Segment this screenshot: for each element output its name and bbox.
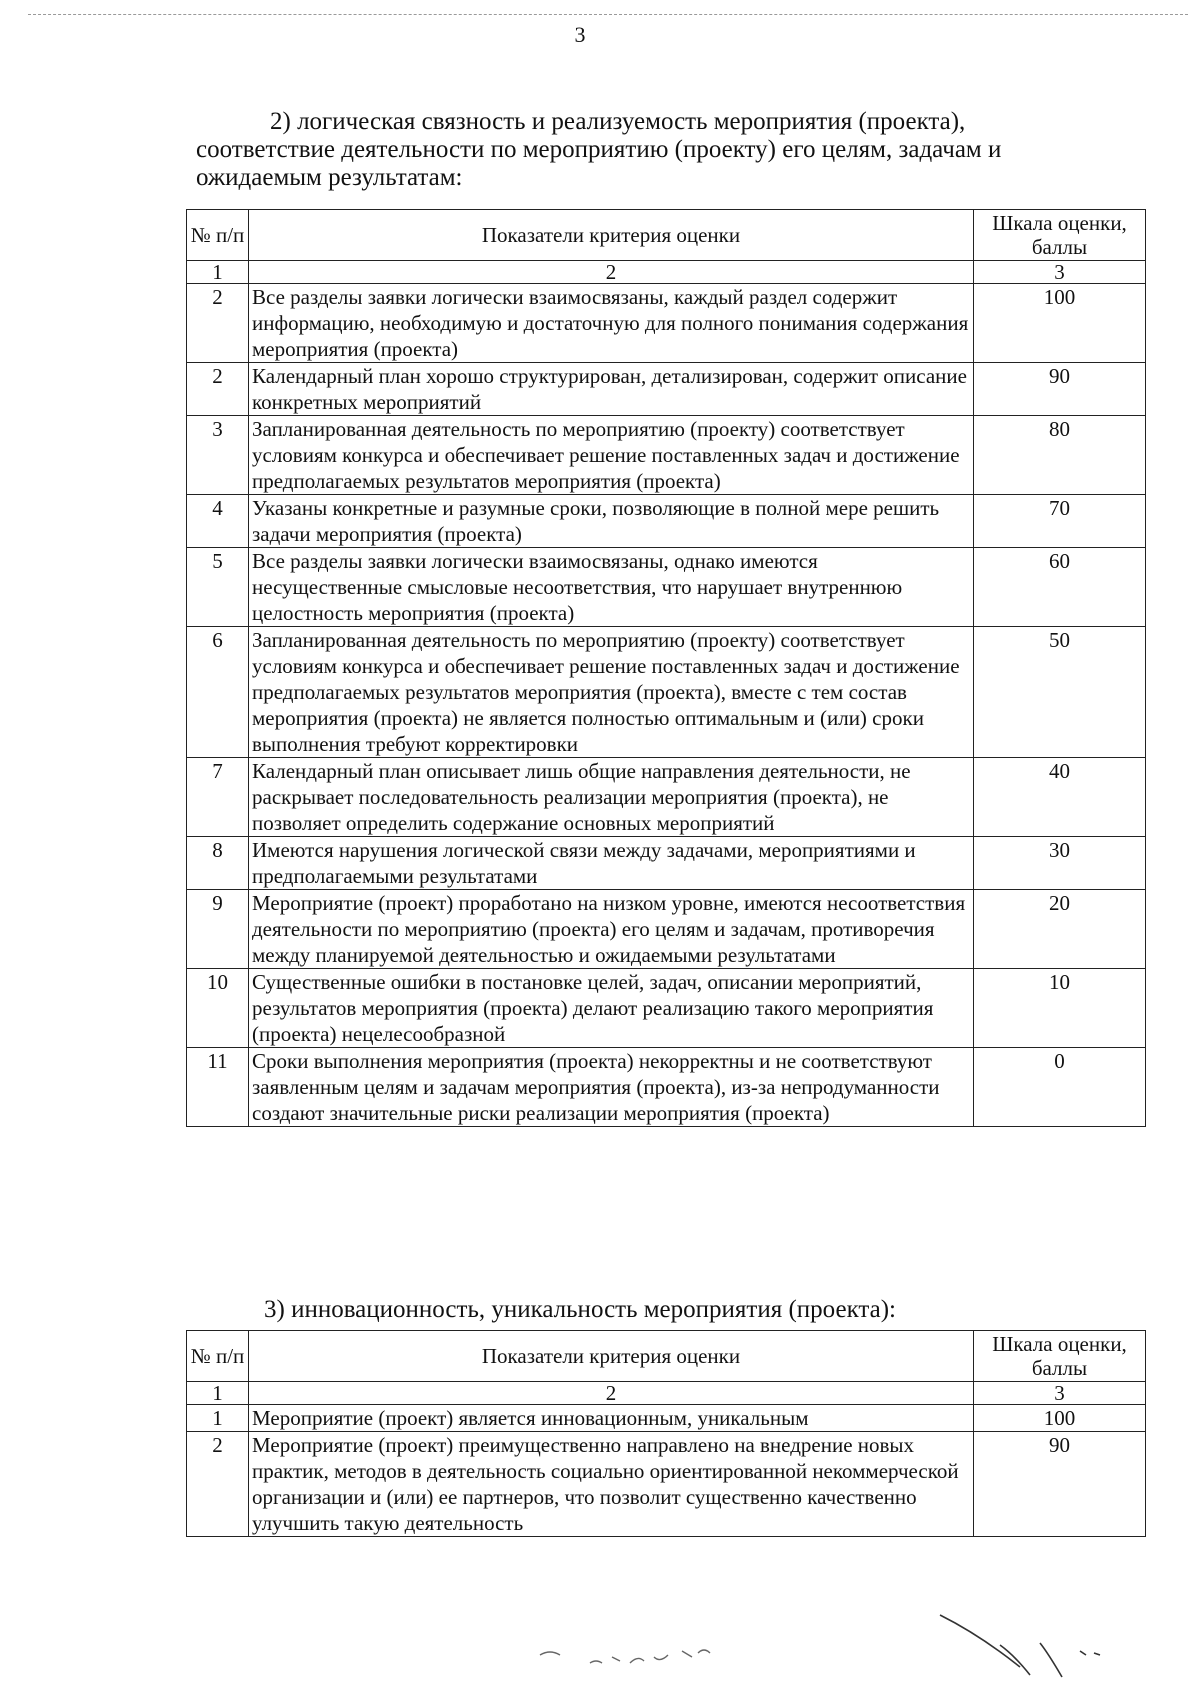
index-cell: 3 — [974, 1382, 1146, 1405]
row-number: 7 — [187, 758, 249, 837]
table-row — [187, 1048, 1146, 1127]
header-scale: Шкала оценки, баллы — [974, 210, 1146, 261]
table-row — [187, 837, 1146, 890]
row-number: 11 — [187, 1048, 249, 1127]
criterion-3-heading: 3) инновационность, уникальность мероприятия (проекта): — [264, 1296, 896, 1323]
table-row — [187, 363, 1146, 416]
table-row — [187, 416, 1146, 495]
row-number: 4 — [187, 495, 249, 548]
criterion-text: Запланированная деятельность по мероприятию (проекту) соответствует условиям конкурса и обеспечивает решение поставленных задач и достижение предполагаемых результатов мероприятия (проекта), вместе с тем состав мероприятия (проекта) не является полностью оптимальным и (или) сроки выполнения требуют корректировки — [249, 627, 974, 758]
row-number: 8 — [187, 837, 249, 890]
table-header-row — [187, 1331, 1146, 1382]
row-number: 6 — [187, 627, 249, 758]
row-number: 2 — [187, 284, 249, 363]
criterion-text: Все разделы заявки логически взаимосвязаны, каждый раздел содержит информацию, необходимую и достаточную для полного понимания содержания мероприятия (проекта) — [249, 284, 974, 363]
intro-line-3: ожидаемым результатам: — [196, 164, 463, 191]
row-number: 2 — [187, 363, 249, 416]
score-value: 10 — [974, 969, 1146, 1048]
table-row — [187, 495, 1146, 548]
column-index-row — [187, 261, 1146, 284]
score-value: 90 — [974, 1432, 1146, 1537]
signature-scribble — [520, 1605, 1140, 1685]
index-cell: 3 — [974, 261, 1146, 284]
table-body — [187, 284, 1146, 1127]
index-cell: 2 — [249, 1382, 974, 1405]
header-num: № п/п — [187, 1331, 249, 1382]
table-row — [187, 627, 1146, 758]
table-row — [187, 1432, 1146, 1537]
criterion-text: Мероприятие (проект) является инновационным, уникальным — [249, 1405, 974, 1432]
score-value: 90 — [974, 363, 1146, 416]
intro-line-1: 2) логическая связность и реализуемость мероприятия (проекта), — [270, 108, 966, 135]
index-cell: 1 — [187, 261, 249, 284]
criterion-text: Имеются нарушения логической связи между задачами, мероприятиями и предполагаемыми результатами — [249, 837, 974, 890]
score-value: 100 — [974, 284, 1146, 363]
header-num: № п/п — [187, 210, 249, 261]
score-value: 100 — [974, 1405, 1146, 1432]
score-value: 50 — [974, 627, 1146, 758]
table-row — [187, 548, 1146, 627]
column-index-row — [187, 1382, 1146, 1405]
criterion-text: Календарный план хорошо структурирован, детализирован, содержит описание конкретных мероприятий — [249, 363, 974, 416]
criteria-table-innovation — [186, 1330, 1146, 1537]
table-header-row — [187, 210, 1146, 261]
score-value: 80 — [974, 416, 1146, 495]
criterion-2-intro — [196, 108, 1146, 192]
table-row — [187, 890, 1146, 969]
index-cell: 2 — [249, 261, 974, 284]
row-number: 5 — [187, 548, 249, 627]
row-number: 3 — [187, 416, 249, 495]
criterion-text: Мероприятие (проект) преимущественно направлено на внедрение новых практик, методов в деятельность социально ориентированной некоммерческой организации и (или) ее партнеров, что позволит существенно качественно улучшить такую деятельность — [249, 1432, 974, 1537]
table-body — [187, 1405, 1146, 1537]
intro-line-2: соответствие деятельности по мероприятию (проекту) его целям, задачам и — [196, 136, 1002, 163]
header-scale: Шкала оценки, баллы — [974, 1331, 1146, 1382]
criterion-text: Все разделы заявки логически взаимосвязаны, однако имеются несущественные смысловые несоответствия, что нарушает внутреннюю целостность мероприятия (проекта) — [249, 548, 974, 627]
row-number: 9 — [187, 890, 249, 969]
criterion-text: Календарный план описывает лишь общие направления деятельности, не раскрывает последовательность реализации мероприятия (проекта), не позволяет определить содержание основных мероприятий — [249, 758, 974, 837]
table-row — [187, 284, 1146, 363]
score-value: 20 — [974, 890, 1146, 969]
criteria-table-logic — [186, 209, 1146, 1127]
header-criteria: Показатели критерия оценки — [249, 1331, 974, 1382]
score-value: 30 — [974, 837, 1146, 890]
page-number: 3 — [574, 22, 586, 47]
criterion-text: Указаны конкретные и разумные сроки, позволяющие в полной мере решить задачи мероприятия (проекта) — [249, 495, 974, 548]
table-row — [187, 758, 1146, 837]
row-number: 2 — [187, 1432, 249, 1537]
row-number: 10 — [187, 969, 249, 1048]
row-number: 1 — [187, 1405, 249, 1432]
score-value: 60 — [974, 548, 1146, 627]
criterion-text: Существенные ошибки в постановке целей, задач, описании мероприятий, результатов мероприятия (проекта) делают реализацию такого мероприятия (проекта) нецелесообразной — [249, 969, 974, 1048]
table-row — [187, 1405, 1146, 1432]
score-value: 0 — [974, 1048, 1146, 1127]
criterion-text: Мероприятие (проект) проработано на низком уровне, имеются несоответствия деятельности по мероприятию (проекта) его целям и задачам, противоречия между планируемой деятельностью и ожидаемыми результатами — [249, 890, 974, 969]
table-row — [187, 969, 1146, 1048]
scan-edge-line — [28, 14, 1188, 15]
criterion-text: Сроки выполнения мероприятия (проекта) некорректны и не соответствуют заявленным целям и задачам мероприятия (проекта), из-за непродуманности создают значительные риски реализации мероприятия (проекта) — [249, 1048, 974, 1127]
index-cell: 1 — [187, 1382, 249, 1405]
header-criteria: Показатели критерия оценки — [249, 210, 974, 261]
criterion-text: Запланированная деятельность по мероприятию (проекту) соответствует условиям конкурса и обеспечивает решение поставленных задач и достижение предполагаемых результатов мероприятия (проекта) — [249, 416, 974, 495]
score-value: 70 — [974, 495, 1146, 548]
score-value: 40 — [974, 758, 1146, 837]
